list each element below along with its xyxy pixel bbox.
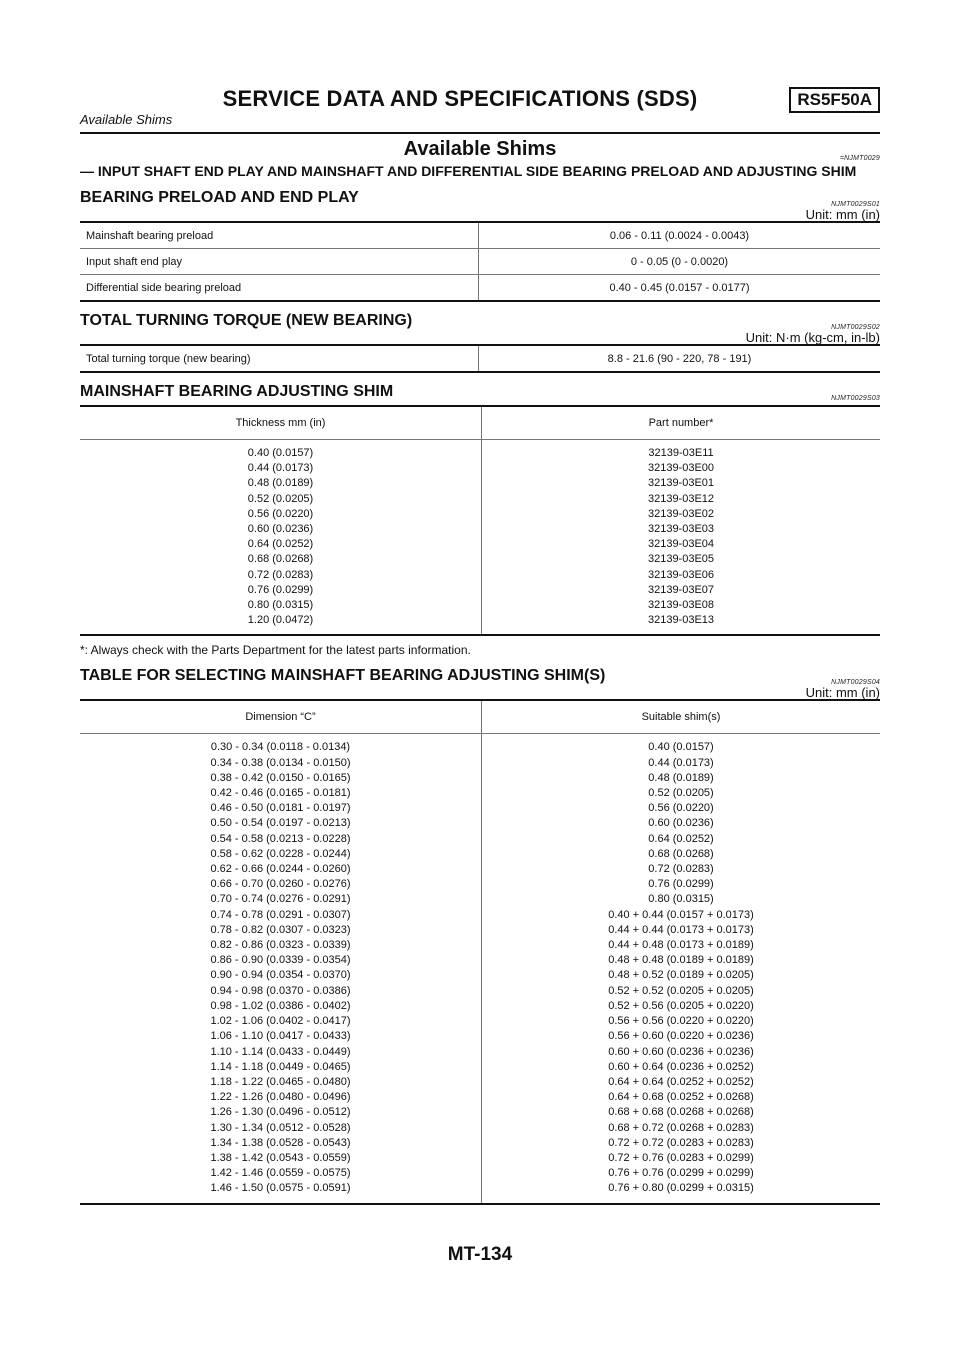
table-header-row <box>80 406 880 440</box>
table-cell-value: 0 - 0.05 (0 - 0.0020) <box>479 249 881 275</box>
preload-title: BEARING PRELOAD AND END PLAY <box>80 189 359 206</box>
table-cell-value: 0.06 - 0.11 (0.0024 - 0.0043) <box>479 222 881 249</box>
page-header-title: SERVICE DATA AND SPECIFICATIONS (SDS) <box>222 86 698 111</box>
torque-table <box>80 344 880 373</box>
part-number-list: 32139-03E11 32139-03E00 32139-03E01 32139-03E12 32139-03E02 32139-03E03 32139-03E04 32139-03E05 32139-03E06 32139-03E07 32139-03E08 32139-03E13 <box>647 447 715 627</box>
header-divider <box>80 132 880 134</box>
page-number: MT-134 <box>447 1244 513 1265</box>
column-header-suitable-shims: Suitable shim(s) <box>482 700 881 734</box>
parts-note: *: Always check with the Parts Department for the latest parts information. <box>80 643 471 658</box>
column-header-thickness: Thickness mm (in) <box>80 406 482 440</box>
table-cell-label: Differential side bearing preload <box>80 275 479 302</box>
table-cell-label: Mainshaft bearing preload <box>80 222 479 249</box>
document-page <box>80 0 880 1205</box>
thickness-list: 0.40 (0.0157) 0.44 (0.0173) 0.48 (0.0189) 0.52 (0.0205) 0.56 (0.0220) 0.60 (0.0236) 0.64 (0.0252) 0.68 (0.0268) 0.72 (0.0283) 0.76 (0.0299) 0.80 (0.0315) 1.20 (0.0472) <box>80 440 482 636</box>
preload-unit: Unit: mm (in) <box>805 207 880 222</box>
table-cell-value: 8.8 - 21.6 (90 - 220, 78 - 191) <box>607 352 752 365</box>
table-row <box>80 345 880 372</box>
lead-heading: — INPUT SHAFT END PLAY AND MAINSHAFT AND DIFFERENTIAL SIDE BEARING PRELOAD AND ADJUSTING SHIM <box>80 163 857 179</box>
shim-title: MAINSHAFT BEARING ADJUSTING SHIM <box>80 383 394 400</box>
main-section-ref: =NJMT0029 <box>839 155 880 162</box>
preload-ref: NJMT0029S01 <box>831 201 880 208</box>
torque-title: TOTAL TURNING TORQUE (NEW BEARING) <box>80 312 413 329</box>
selection-title: TABLE FOR SELECTING MAINSHAFT BEARING ADJUSTING SHIM(S) <box>80 667 606 685</box>
dimension-list: 0.30 - 0.34 (0.0118 - 0.0134) 0.34 - 0.38 (0.0134 - 0.0150) 0.38 - 0.42 (0.0150 - 0.0165) 0.42 - 0.46 (0.0165 - 0.0181) 0.46 - 0.50 (0.0181 - 0.0197) 0.50 - 0.54 (0.0197 - 0.0213) 0.54 - 0.58 (0.0213 - 0.0228) 0.58 - 0.62 (0.0228 - 0.0244) 0.62 - 0.66 (0.0244 - 0.0260) 0.66 - 0.70 (0.0260 - 0.0276) 0.70 - 0.74 (0.0276 - 0.0291) 0.74 - 0.78 (0.0291 - 0.0307) 0.78 - 0.82 (0.0307 - 0.0323) 0.82 - 0.86 (0.0323 - 0.0339) 0.86 - 0.90 (0.0339 - 0.0354) 0.90 - 0.94 (0.0354 - 0.0370) 0.94 - 0.98 (0.0370 - 0.0386) 0.98 - 1.02 (0.0386 - 0.0402) 1.02 - 1.06 (0.0402 - 0.0417) 1.06 - 1.10 (0.0417 - 0.0433) 1.10 - 1.14 (0.0433 - 0.0449) 1.14 - 1.18 (0.0449 - 0.0465) 1.18 - 1.22 (0.0465 - 0.0480) 1.22 - 1.26 (0.0480 - 0.0496) 1.26 - 1.30 (0.0496 - 0.0512) 1.30 - 1.34 (0.0512 - 0.0528) 1.34 - 1.38 (0.0528 - 0.0543) 1.38 - 1.42 (0.0543 - 0.0559) 1.42 - 1.46 (0.0559 - 0.0575) 1.46 - 1.50 (0.0575 - 0.0591) <box>80 734 482 1204</box>
preload-table <box>80 221 880 302</box>
selection-ref: NJMT0029S04 <box>831 679 880 687</box>
torque-ref: NJMT0029S02 <box>831 324 880 331</box>
table-row <box>80 440 880 636</box>
main-section-title: Available Shims <box>403 138 557 160</box>
selection-unit: Unit: mm (in) <box>805 685 880 701</box>
table-cell-label: Input shaft end play <box>80 249 479 275</box>
table-header-row <box>80 700 880 734</box>
column-header-dimension: Dimension “C” <box>80 700 482 734</box>
table-row <box>80 249 880 275</box>
selection-section-heading <box>80 667 880 699</box>
selection-table <box>80 699 880 1204</box>
page-header-subtitle: Available Shims <box>80 112 173 127</box>
torque-unit: Unit: N·m (kg-cm, in-lb) <box>745 330 880 345</box>
torque-section-heading <box>80 312 880 344</box>
table-cell-value: 0.40 - 0.45 (0.0157 - 0.0177) <box>609 281 750 294</box>
table-cell-label: Total turning torque (new bearing) <box>80 345 479 372</box>
shim-section-heading <box>80 383 880 405</box>
table-row <box>80 734 880 1204</box>
preload-section-heading <box>80 189 880 221</box>
suitable-shim-list: 0.40 (0.0157) 0.44 (0.0173) 0.48 (0.0189) 0.52 (0.0205) 0.56 (0.0220) 0.60 (0.0236) 0.64 (0.0252) 0.68 (0.0268) 0.72 (0.0283) 0.76 (0.0299) 0.80 (0.0315) 0.40 + 0.44 (0.0157 + 0.0173) 0.44 + 0.44 (0.0173 + 0.0173) 0.44 + 0.48 (0.0173 + 0.0189) 0.48 + 0.48 (0.0189 + 0.0189) 0.48 + 0.52 (0.0189 + 0.0205) 0.52 + 0.52 (0.0205 + 0.0205) 0.52 + 0.56 (0.0205 + 0.0220) 0.56 + 0.56 (0.0220 + 0.0220) 0.56 + 0.60 (0.0220 + 0.0236) 0.60 + 0.60 (0.0236 + 0.0236) 0.60 + 0.64 (0.0236 + 0.0252) 0.64 + 0.64 (0.0252 + 0.0252) 0.64 + 0.68 (0.0252 + 0.0268) 0.68 + 0.68 (0.0268 + 0.0268) 0.68 + 0.72 (0.0268 + 0.0283) 0.72 + 0.72 (0.0283 + 0.0283) 0.72 + 0.76 (0.0283 + 0.0299) 0.76 + 0.76 (0.0299 + 0.0299) 0.76 + 0.80 (0.0299 + 0.0315) <box>608 741 754 1195</box>
shim-table <box>80 405 880 636</box>
page-header <box>80 0 880 133</box>
main-section-heading <box>80 137 880 161</box>
shim-ref: NJMT0029S03 <box>831 395 880 402</box>
model-code-badge: RS5F50A <box>789 87 880 113</box>
column-header-part-number: Part number* <box>482 406 881 440</box>
table-row <box>80 275 880 302</box>
table-row <box>80 222 880 249</box>
